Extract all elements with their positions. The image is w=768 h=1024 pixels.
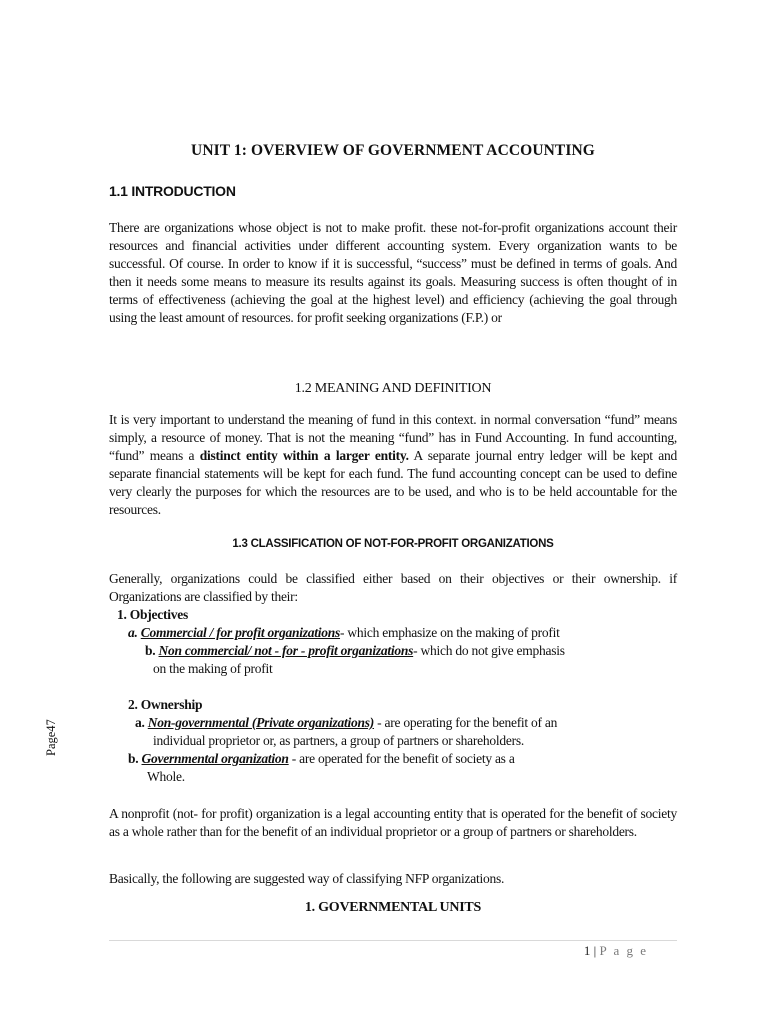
ownership-a-marker: a.	[135, 715, 145, 730]
objective-a-text: - which emphasize on the making of profit	[340, 625, 560, 640]
objective-b-term: Non commercial/ not - for - profit organizations	[158, 643, 414, 658]
objective-b-marker: b.	[145, 643, 156, 658]
footer-divider	[109, 940, 677, 941]
intro-heading: 1.1 INTRODUCTION	[109, 183, 236, 199]
ownership-a-continued: individual proprietor or, as partners, a group of partners or shareholders.	[153, 733, 524, 748]
intro-paragraph: There are organizations whose object is not to make profit. these not-for-profit organizations account their resources and financial activities under different accounting system. Every organization wants to be successful. Of course. In order to know if it is successful, “success” must be defined in terms of goals. And then it needs some means to measure its results against its goals. Measuring success is often thought of in terms of effectiveness (achieving the goal at the highest level) and efficiency (achieving the goal through using the least amount of resources. for profit seeking organizations (F.P.) or	[109, 220, 677, 325]
unit-title: UNIT 1: OVERVIEW OF GOVERNMENT ACCOUNTING	[191, 142, 595, 159]
objective-b-continued: on the making of profit	[153, 661, 273, 676]
ownership-b-continued: Whole.	[147, 769, 185, 784]
footer-page-word: P a g e	[599, 943, 648, 958]
page-footer	[584, 943, 648, 959]
footer-separator: |	[593, 943, 597, 958]
meaning-text-2: A separate journal entry ledger will be kept and separate financial statements will be kept for each fund. The fund accounting concept can be used to define very clearly the purposes for which the resources are to be used, and who is to be held accountable for the resources.	[109, 448, 677, 517]
side-page-label: Page47	[44, 719, 58, 756]
meaning-text-1: It is very important to understand the meaning of fund in this context. in normal conversation “fund” means simply, a resource of money. That is not the meaning “fund” has in Fund Accounting. In fund accounting, “fund” means a	[109, 412, 677, 463]
objective-a	[128, 624, 696, 642]
ownership-a-term: Non-governmental (Private organizations)	[147, 715, 375, 730]
classification-heading: 1.3 CLASSIFICATION OF NOT-FOR-PROFIT ORGANIZATIONS	[232, 538, 554, 550]
ownership-b-text: - are operated for the benefit of society as a	[288, 751, 515, 766]
objective-a-term: Commercial / for profit organizations	[140, 625, 341, 640]
objectives-label: 1. Objectives	[117, 607, 188, 622]
basically-paragraph: Basically, the following are suggested way of classifying NFP organizations.	[109, 871, 505, 886]
meaning-heading: 1.2 MEANING AND DEFINITION	[294, 381, 492, 396]
ownership-a-text: - are operating for the benefit of an	[374, 715, 558, 730]
ownership-b	[128, 750, 696, 768]
ownership-label: 2. Ownership	[128, 697, 203, 712]
objective-b-text: - which do not give emphasis	[413, 643, 565, 658]
meaning-text-bold: distinct entity within a larger entity.	[199, 448, 409, 463]
objective-b	[145, 642, 677, 660]
classification-intro: Generally, organizations could be classified either based on their objectives or their ownership. if Organizations are classified by their:	[109, 571, 677, 604]
ownership-b-term: Governmental organization	[141, 751, 289, 766]
meaning-paragraph	[109, 411, 677, 519]
objective-a-marker: a.	[128, 625, 138, 640]
footer-page-number: 1	[583, 943, 591, 958]
nonprofit-paragraph: A nonprofit (not- for profit) organization is a legal accounting entity that is operated for the benefit of society as a whole rather than for the benefit of an individual proprietor or a group of partners or shareholders.	[109, 806, 677, 839]
ownership-a	[135, 714, 703, 732]
governmental-units-heading: 1. GOVERNMENTAL UNITS	[304, 900, 482, 915]
ownership-b-marker: b.	[128, 751, 139, 766]
